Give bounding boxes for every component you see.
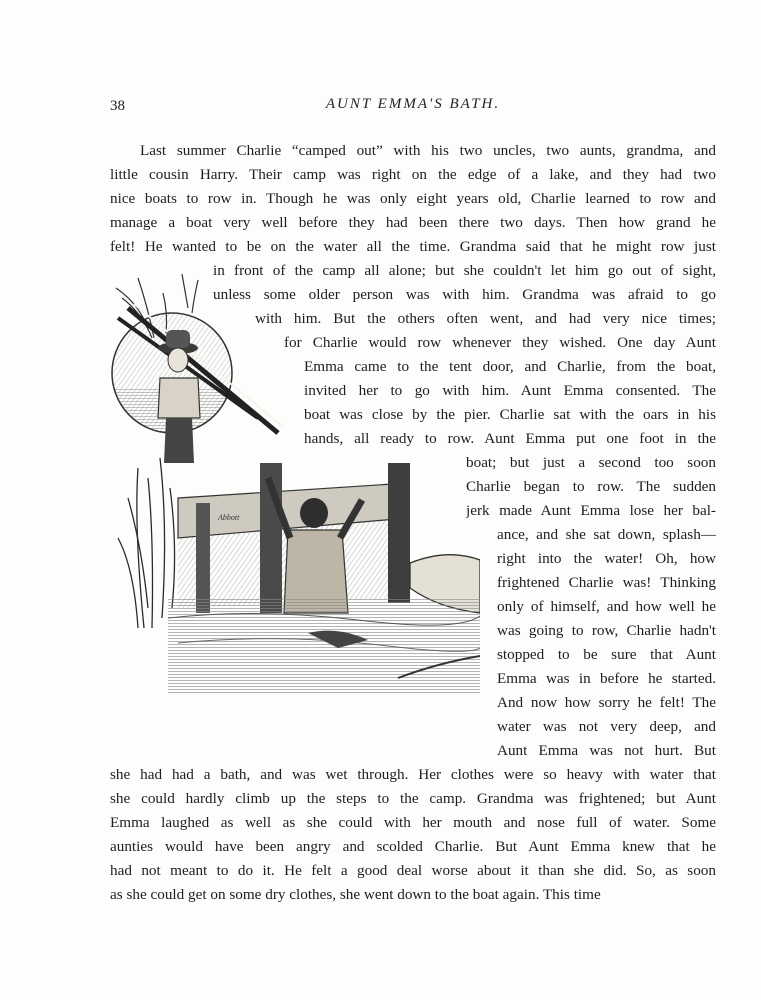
text-line: And now how sorry he felt! The: [497, 694, 716, 711]
page-header: [110, 96, 716, 120]
text-line: hands, all ready to row. Aunt Emma put one foot in the: [304, 430, 716, 447]
text-line: Emma came to the tent door, and Charlie, from the boat,: [304, 358, 716, 375]
text-line: nice boats to row in. Though he was only eight years old, Charlie learned to row and: [110, 190, 716, 207]
text-line: invited her to go with him. Aunt Emma consented. The: [304, 382, 716, 399]
text-line: boat; but just a second too soon: [466, 454, 716, 471]
text-line: she had had a bath, and was wet through. Her clothes were so heavy with water that: [110, 766, 716, 783]
text-line: had not meant to do it. He felt a good deal worse about it than she did. So, as soon: [110, 862, 716, 879]
text-line: Charlie began to row. The sudden: [466, 478, 716, 495]
text-line: Emma was in before he started.: [497, 670, 716, 687]
text-line: only of himself, and how well he: [497, 598, 716, 615]
text-line: Last summer Charlie “camped out” with his two uncles, two aunts, grandma, and: [140, 142, 716, 159]
text-line: was going to row, Charlie hadn't: [497, 622, 716, 639]
text-line: as she could get on some dry clothes, she went down to the boat again. This time: [110, 886, 601, 903]
artist-signature: Abbott: [218, 513, 240, 522]
text-line: for Charlie would row whenever they wished. One day Aunt: [284, 334, 716, 351]
text-line: Aunt Emma was not hurt. But: [497, 742, 716, 759]
text-line: Emma laughed as well as she could with her mouth and nose full of water. Some: [110, 814, 716, 831]
text-line: jerk made Aunt Emma lose her bal-: [466, 502, 716, 519]
text-line: stopped to be sure that Aunt: [497, 646, 716, 663]
running-title: AUNT EMMA'S BATH.: [325, 96, 501, 112]
text-line: ance, and she sat down, splash—: [497, 526, 716, 543]
page-number: 38: [110, 98, 125, 114]
text-line: frightened Charlie was! Thinking: [497, 574, 716, 591]
text-line: in front of the camp all alone; but she couldn't let him go out of sight,: [213, 262, 716, 279]
pier-scene: [118, 458, 480, 693]
text-line: right into the water! Oh, how: [497, 550, 716, 567]
text-line: unless some older person was with him. Grandma was afraid to go: [213, 286, 716, 303]
text-line: aunties would have been angry and scolded Charlie. But Aunt Emma knew that he: [110, 838, 716, 855]
text-line: water was not very deep, and: [497, 718, 716, 735]
text-line: manage a boat very well before they had been there two days. Then how grand he: [110, 214, 716, 231]
text-line: with him. But the others often went, and had very nice times;: [255, 310, 716, 327]
text-line: felt! He wanted to be on the water all the time. Grandma said that he might row just: [110, 238, 716, 255]
text-line: little cousin Harry. Their camp was right on the edge of a lake, and they had two: [110, 166, 716, 183]
text-line: she could hardly climb up the steps to the camp. Grandma was frightened; but Aunt: [110, 790, 716, 807]
text-line: boat was close by the pier. Charlie sat with the oars in his: [304, 406, 716, 423]
